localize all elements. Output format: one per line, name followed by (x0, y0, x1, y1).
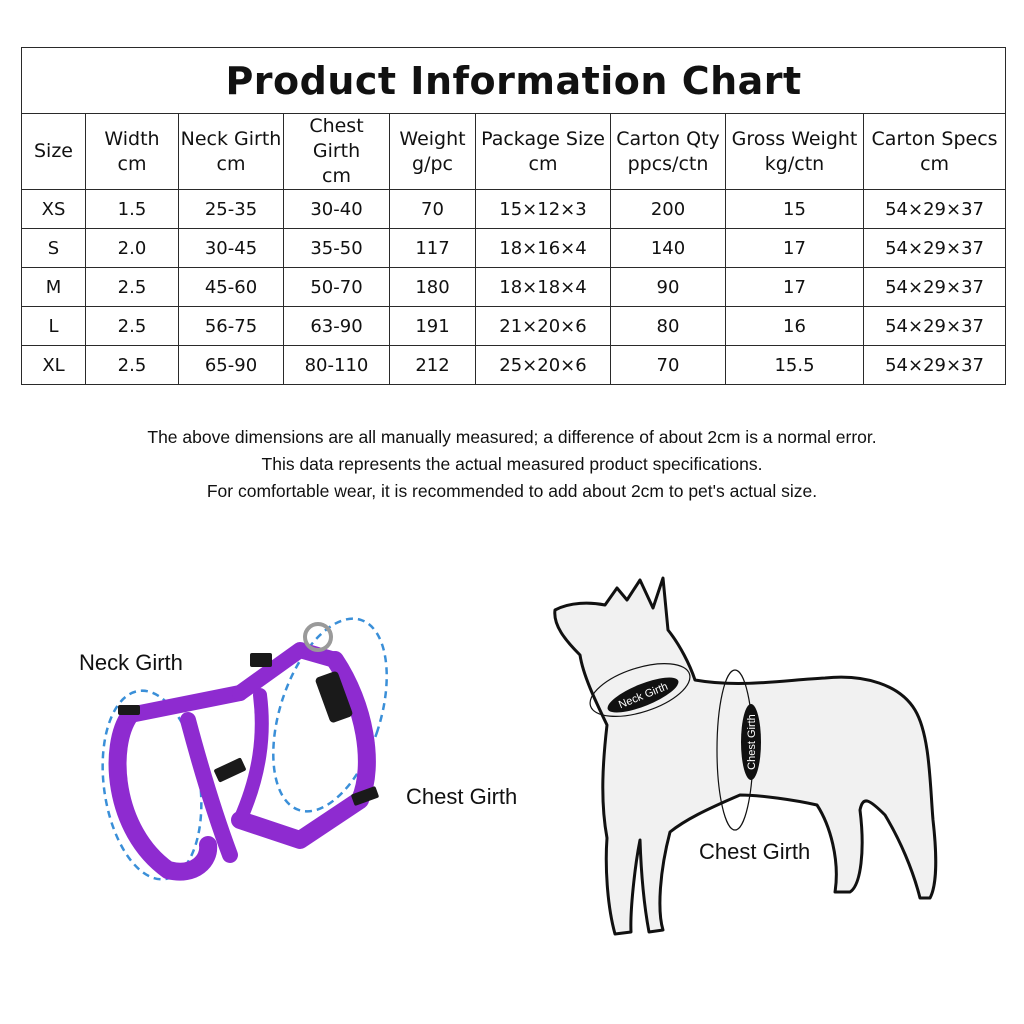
note-line: The above dimensions are all manually measured; a difference of about 2cm is a normal error. (147, 427, 877, 447)
strap-clip-icon (250, 653, 272, 667)
table-title: Product Information Chart (22, 48, 1006, 114)
table-cell: 2.0 (86, 229, 179, 268)
table-cell: XS (22, 190, 86, 229)
header-unit: cm (528, 152, 558, 175)
header-cell (22, 114, 86, 190)
table-cell: 1.5 (86, 190, 179, 229)
table-cell: 117 (390, 229, 476, 268)
table-cell: 63-90 (284, 307, 390, 346)
table-row (22, 346, 1006, 385)
table-cell: 21×20×6 (476, 307, 611, 346)
table-cell: 80 (611, 307, 726, 346)
table-cell: 54×29×37 (864, 307, 1006, 346)
table-cell: 70 (390, 190, 476, 229)
table-cell: 25-35 (179, 190, 284, 229)
table-cell: 35-50 (284, 229, 390, 268)
table-cell: 2.5 (86, 346, 179, 385)
header-cell (726, 114, 864, 190)
product-info-table (21, 47, 1006, 385)
table-row (22, 268, 1006, 307)
header-unit: cm (920, 152, 950, 175)
header-unit: g/pc (412, 152, 453, 175)
table-cell: 56-75 (179, 307, 284, 346)
table-cell: 25×20×6 (476, 346, 611, 385)
table-cell: 30-40 (284, 190, 390, 229)
header-label: Package Size (481, 127, 605, 150)
header-unit: cm (117, 152, 147, 175)
harness-illustration (90, 615, 400, 890)
table-cell: 180 (390, 268, 476, 307)
table-cell: 17 (726, 229, 864, 268)
header-cell (476, 114, 611, 190)
table-row (22, 229, 1006, 268)
slider-icon (213, 757, 246, 782)
header-unit: cm (322, 165, 351, 187)
table-cell: 50-70 (284, 268, 390, 307)
header-cell (611, 114, 726, 190)
table-cell: S (22, 229, 86, 268)
table-cell: L (22, 307, 86, 346)
table-cell: 2.5 (86, 268, 179, 307)
measurement-notes (0, 424, 1024, 505)
table-cell: 15.5 (726, 346, 864, 385)
top-strap (130, 693, 240, 715)
header-unit: ppcs/ctn (627, 152, 709, 175)
note-line: For comfortable wear, it is recommended to add about 2cm to pet's actual size. (206, 481, 818, 501)
table-cell: 200 (611, 190, 726, 229)
table-cell: XL (22, 346, 86, 385)
table-cell: 54×29×37 (864, 229, 1006, 268)
harness-chest-girth-label: Chest Girth (406, 784, 518, 809)
header-label: Neck Girth (180, 127, 282, 150)
table-cell: 45-60 (179, 268, 284, 307)
header-label: Chest Girth (309, 115, 364, 162)
table-cell: 15×12×3 (476, 190, 611, 229)
table-cell: 54×29×37 (864, 190, 1006, 229)
table-cell: 70 (611, 346, 726, 385)
table-cell: 80-110 (284, 346, 390, 385)
side-strap (240, 695, 262, 820)
header-label: Carton Specs (871, 127, 998, 150)
table-cell: 18×18×4 (476, 268, 611, 307)
table-cell: 65-90 (179, 346, 284, 385)
dog-neck-girth-text: Neck Girth (617, 680, 670, 712)
table-cell: 140 (611, 229, 726, 268)
table-cell: 17 (726, 268, 864, 307)
header-unit: kg/ctn (764, 152, 825, 175)
header-label: Size (33, 140, 73, 162)
table-header-row (22, 114, 1006, 190)
note-line: This data represents the actual measured product specifications. (261, 454, 763, 474)
header-cell (864, 114, 1006, 190)
table-cell: 15 (726, 190, 864, 229)
neck-clip-icon (118, 705, 140, 715)
table-cell: 90 (611, 268, 726, 307)
header-label: Width (104, 127, 160, 150)
header-unit: cm (216, 152, 246, 175)
table-cell: 16 (726, 307, 864, 346)
header-label: Carton Qty (616, 127, 720, 150)
dog-silhouette-illustration (545, 570, 955, 945)
header-label: Weight (399, 127, 466, 150)
header-cell (390, 114, 476, 190)
chest-connector-strap (188, 720, 230, 855)
header-cell (284, 114, 390, 190)
header-cell (179, 114, 284, 190)
table-cell: 18×16×4 (476, 229, 611, 268)
harness-neck-girth-label: Neck Girth (79, 650, 183, 675)
table-row (22, 190, 1006, 229)
table-cell: 30-45 (179, 229, 284, 268)
table-cell: 2.5 (86, 307, 179, 346)
dog-chest-girth-text: Chest Girth (746, 714, 758, 770)
table-cell: 191 (390, 307, 476, 346)
table-row (22, 307, 1006, 346)
table-cell: M (22, 268, 86, 307)
table-cell: 212 (390, 346, 476, 385)
header-label: Gross Weight (731, 127, 858, 150)
table-cell: 54×29×37 (864, 268, 1006, 307)
header-cell (86, 114, 179, 190)
table-cell: 54×29×37 (864, 346, 1006, 385)
dog-chest-girth-label: Chest Girth (699, 839, 811, 864)
